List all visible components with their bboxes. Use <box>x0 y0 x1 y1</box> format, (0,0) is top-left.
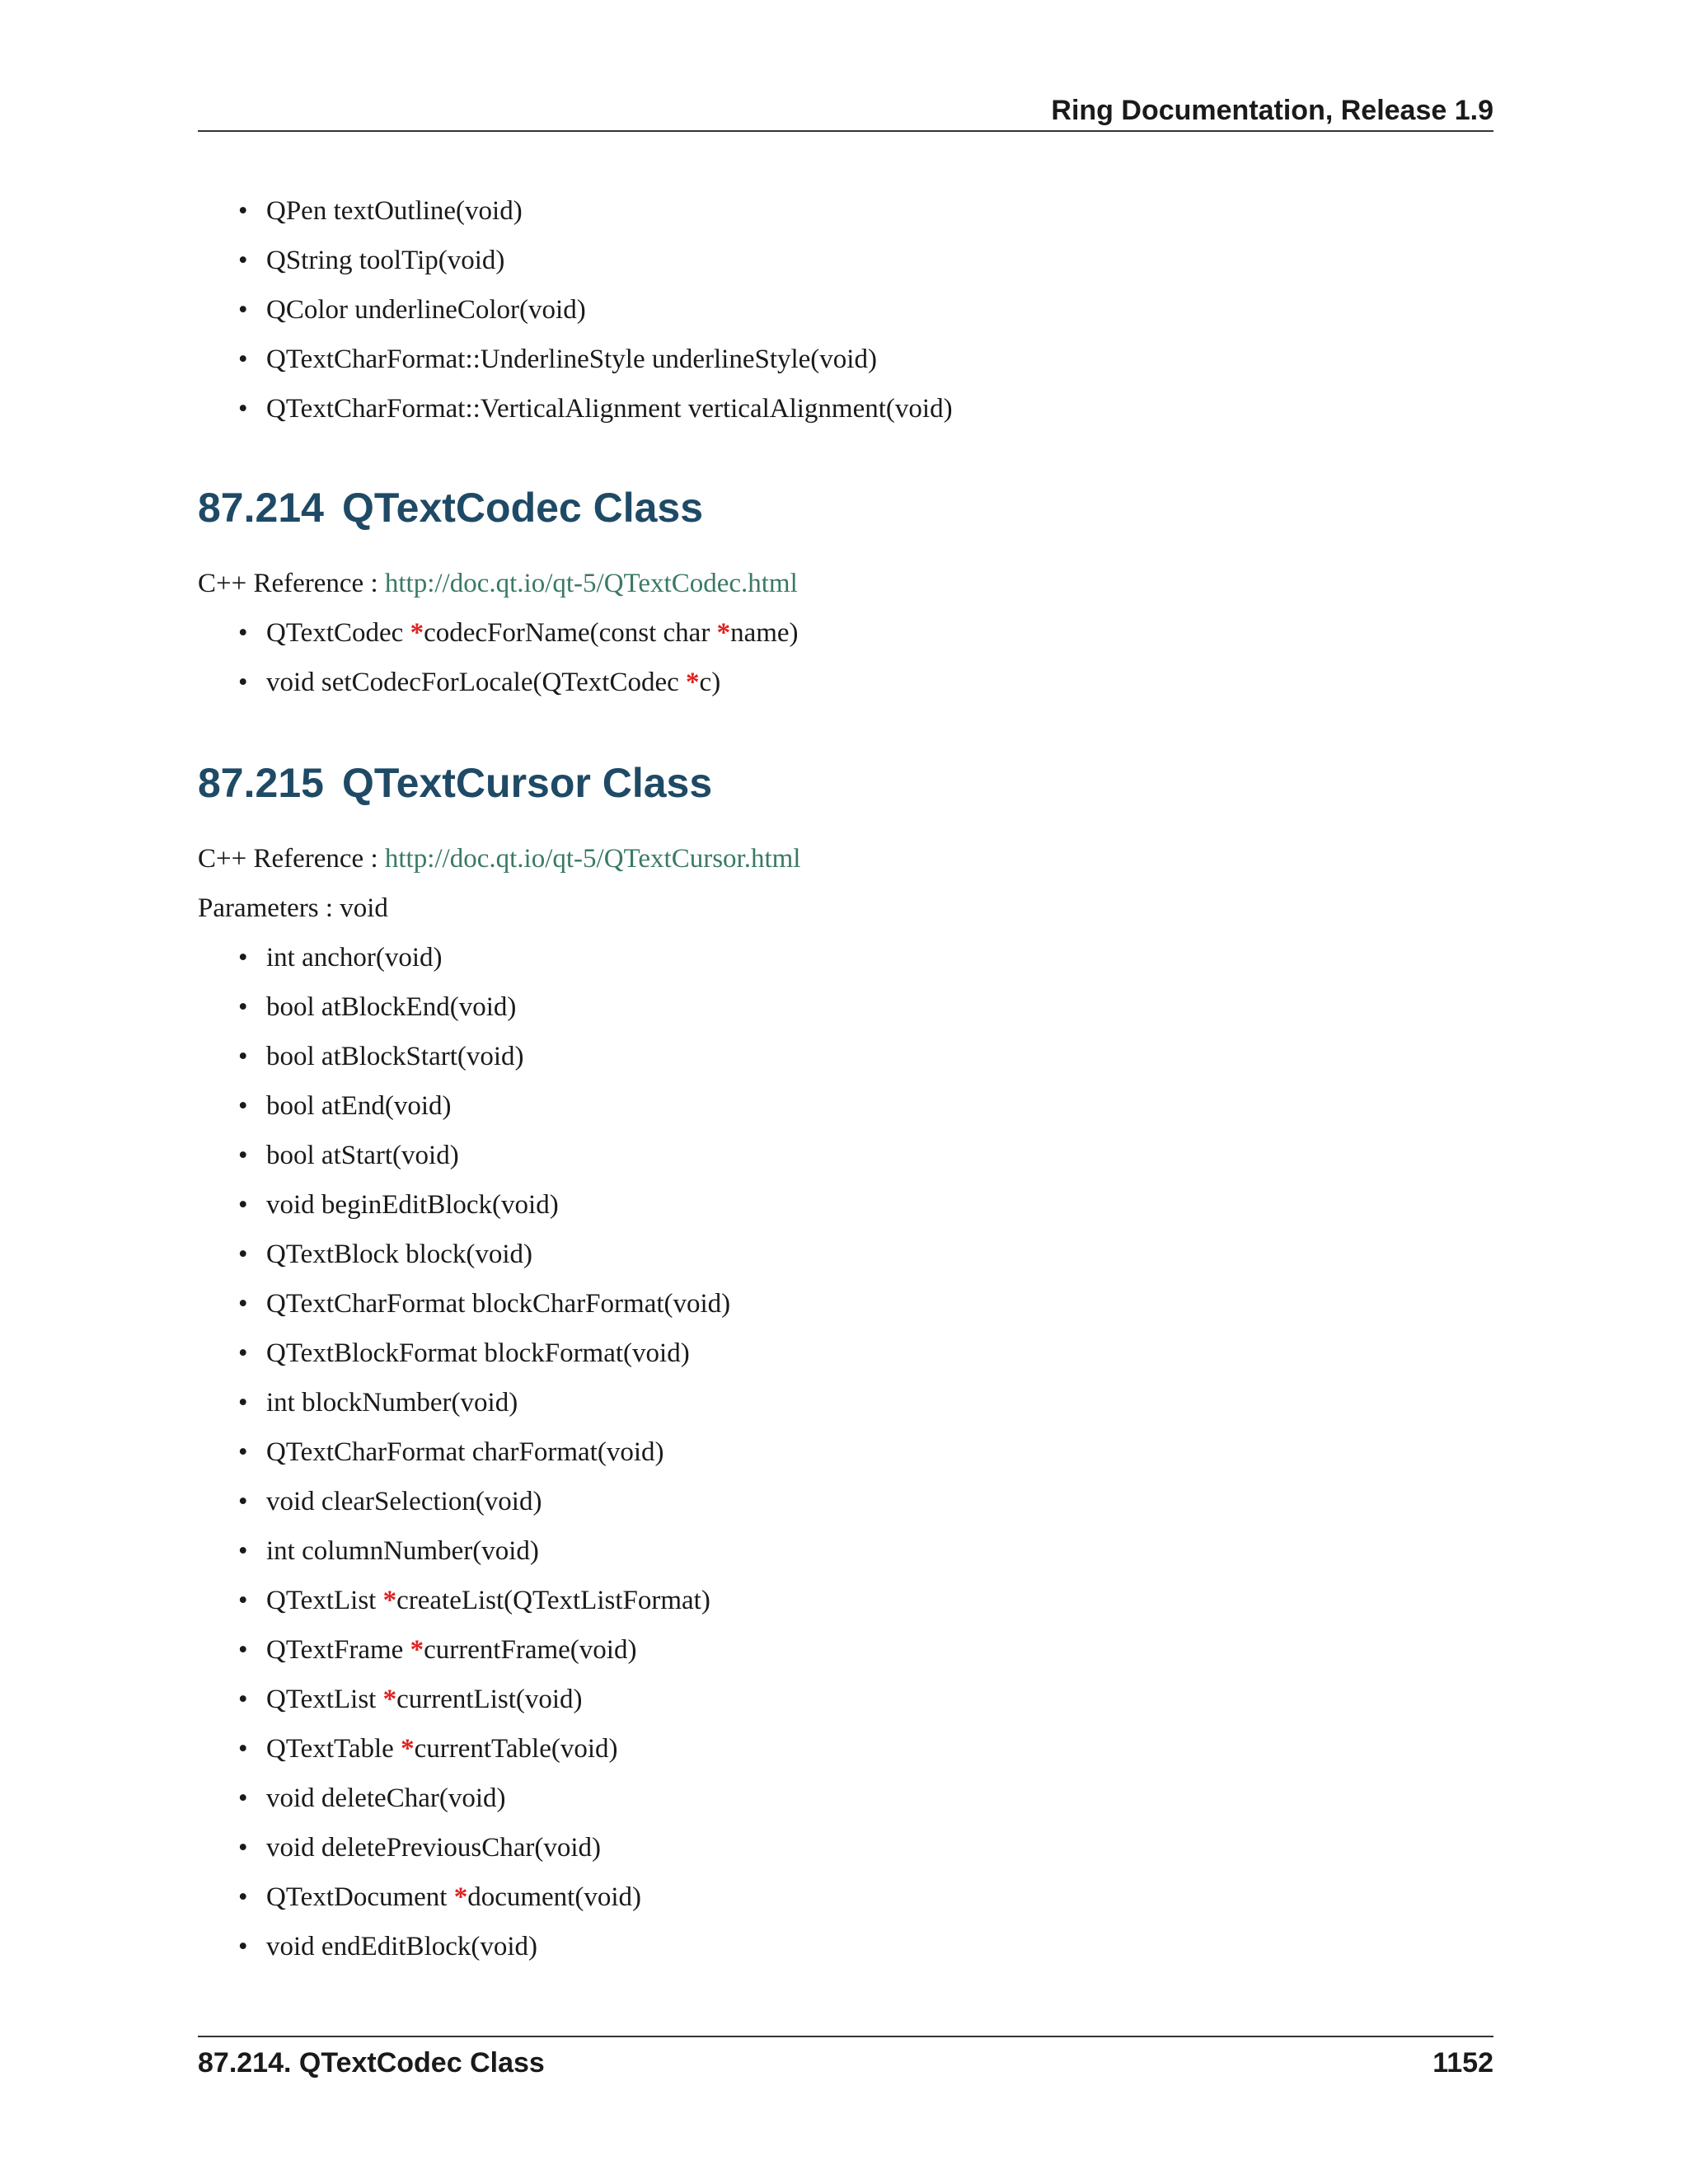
item-text: currentTable(void) <box>414 1734 618 1764</box>
pointer-star: * <box>453 1882 468 1912</box>
item-text: document(void) <box>467 1882 641 1912</box>
section-number: 87.215 <box>198 760 324 806</box>
item-text: void beginEditBlock(void) <box>266 1190 559 1220</box>
list-item <box>266 991 1493 1024</box>
item-text: c) <box>699 668 721 697</box>
item-text: currentList(void) <box>396 1685 583 1714</box>
method-list-top <box>198 194 1493 425</box>
list-item: • QTextCharFormat::VerticalAlignment verticalAlignment(void) <box>266 392 1493 425</box>
list-item: • QPen textOutline(void) <box>266 194 1493 227</box>
page-number: 1152 <box>1432 2047 1493 2079</box>
item-text: QTextCharFormat charFormat(void) <box>266 1437 664 1467</box>
list-item <box>266 1782 1493 1815</box>
item-text: void deleteChar(void) <box>266 1783 506 1813</box>
list-item <box>266 1040 1493 1073</box>
list-item: • QTextCharFormat::UnderlineStyle underlineStyle(void) <box>266 343 1493 376</box>
item-text: QTextTable <box>266 1734 401 1764</box>
pointer-star: * <box>382 1586 397 1615</box>
item-text: name) <box>730 618 799 648</box>
page-footer <box>198 2036 1493 2083</box>
reference-link-qtextcodec[interactable]: http://doc.qt.io/qt-5/QTextCodec.html <box>384 569 798 598</box>
item-text: bool atBlockStart(void) <box>266 1042 524 1071</box>
list-item <box>266 1139 1493 1172</box>
section-title: QTextCursor Class <box>341 760 713 806</box>
list-item <box>266 1337 1493 1370</box>
list-item <box>266 1485 1493 1518</box>
parameters-line: Parameters : void <box>198 893 388 923</box>
list-item <box>266 616 1493 649</box>
item-text: bool atEnd(void) <box>266 1091 452 1121</box>
list-item <box>266 1881 1493 1914</box>
item-text: int columnNumber(void) <box>266 1536 539 1566</box>
item-text: QTextFrame <box>266 1635 410 1665</box>
page-content <box>198 194 1493 1980</box>
cpp-reference <box>198 842 1493 875</box>
item-text: int anchor(void) <box>266 943 443 972</box>
list-item <box>266 1436 1493 1469</box>
pointer-star: * <box>410 1635 424 1665</box>
list-item <box>266 1633 1493 1666</box>
item-text: QTextList <box>266 1685 383 1714</box>
section-number: 87.214 <box>198 485 324 531</box>
item-text: currentFrame(void) <box>424 1635 637 1665</box>
section-title: QTextCodec Class <box>341 485 704 531</box>
list-item <box>266 1584 1493 1617</box>
item-text: int blockNumber(void) <box>266 1388 518 1418</box>
list-item <box>266 1386 1493 1419</box>
method-list-qtextcursor <box>198 941 1493 1963</box>
item-text: bool atBlockEnd(void) <box>266 992 517 1022</box>
pointer-star: * <box>410 618 424 648</box>
list-item <box>266 941 1493 974</box>
reference-link-qtextcursor[interactable]: http://doc.qt.io/qt-5/QTextCursor.html <box>384 844 801 874</box>
section-heading-qtextcodec <box>198 483 1493 532</box>
list-item: • QColor underlineColor(void) <box>266 293 1493 326</box>
item-text: QTextBlockFormat blockFormat(void) <box>266 1338 690 1368</box>
list-item <box>266 1535 1493 1568</box>
section-heading-qtextcursor <box>198 758 1493 808</box>
pointer-star: * <box>401 1734 415 1764</box>
cpp-reference <box>198 567 1493 600</box>
document-title: Ring Documentation, Release 1.9 <box>1051 95 1493 126</box>
item-text: void setCodecForLocale(QTextCodec <box>266 668 687 697</box>
list-item <box>266 1090 1493 1122</box>
page-header <box>198 92 1493 132</box>
list-item <box>266 1238 1493 1271</box>
pointer-star: * <box>382 1685 397 1714</box>
list-item: • QString toolTip(void) <box>266 244 1493 277</box>
list-item <box>266 1287 1493 1320</box>
list-item <box>266 1831 1493 1864</box>
footer-section-title: 87.214. QTextCodec Class <box>198 2047 545 2079</box>
item-text: QTextCodec <box>266 618 410 648</box>
list-item <box>266 666 1493 699</box>
pointer-star: * <box>716 618 731 648</box>
item-text: bool atStart(void) <box>266 1141 459 1170</box>
list-item <box>266 1732 1493 1765</box>
list-item <box>266 1188 1493 1221</box>
item-text: void clearSelection(void) <box>266 1487 542 1516</box>
item-text: QTextList <box>266 1586 383 1615</box>
item-text: createList(QTextListFormat) <box>396 1586 710 1615</box>
list-item <box>266 1683 1493 1716</box>
item-text: QTextDocument <box>266 1882 454 1912</box>
item-text: codecForName(const char <box>424 618 717 648</box>
item-text: void deletePreviousChar(void) <box>266 1833 601 1863</box>
reference-label: C++ Reference : <box>198 844 378 874</box>
method-list-qtextcodec <box>198 616 1493 699</box>
item-text: QTextCharFormat blockCharFormat(void) <box>266 1289 731 1319</box>
reference-label: C++ Reference : <box>198 569 378 598</box>
list-item <box>266 1930 1493 1963</box>
pointer-star: * <box>686 668 700 697</box>
item-text: void endEditBlock(void) <box>266 1932 538 1961</box>
item-text: QTextBlock block(void) <box>266 1240 533 1269</box>
